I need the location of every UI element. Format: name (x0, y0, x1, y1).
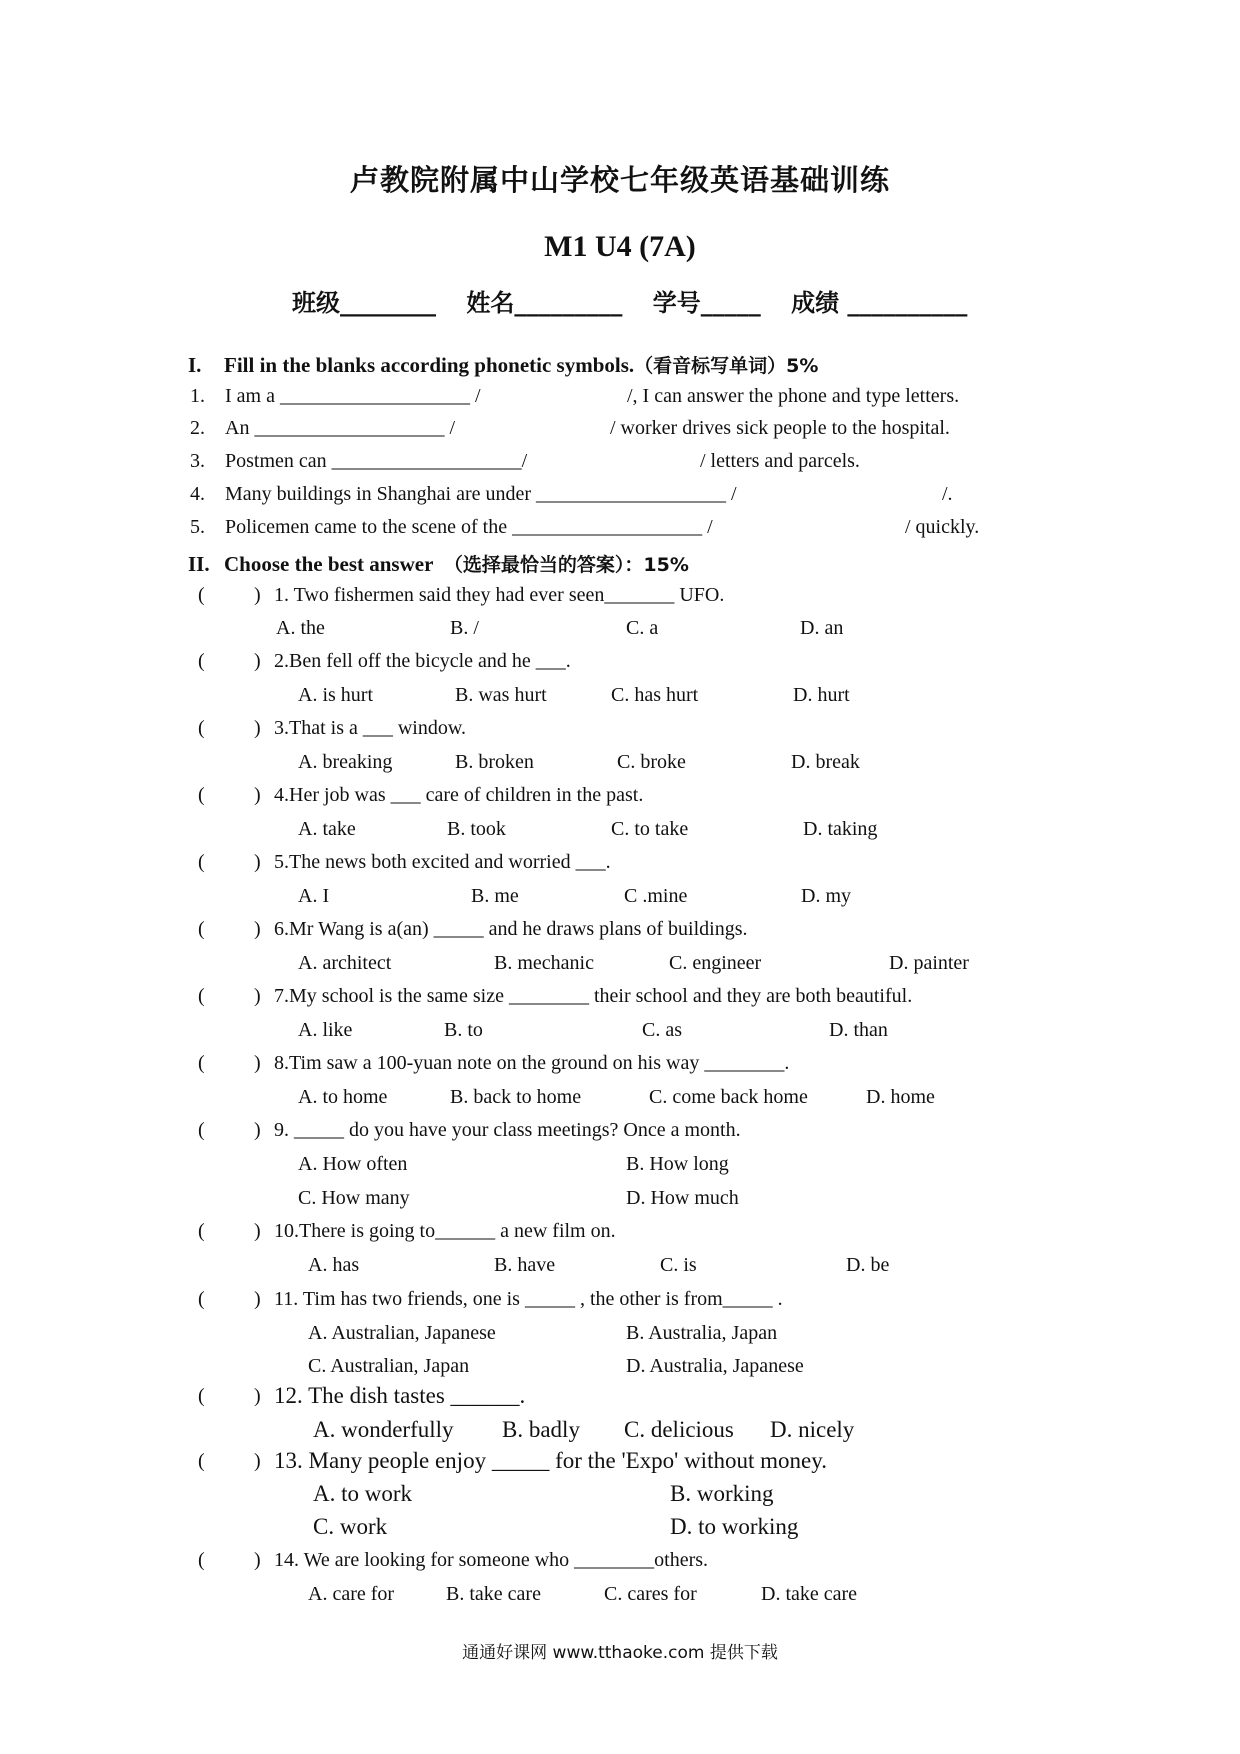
answer-paren-open: ( (198, 717, 205, 739)
option-b: B. How long (626, 1153, 729, 1175)
question-text: 2.Ben fell off the bicycle and he ___. (274, 650, 571, 672)
option-a: A. take (298, 818, 356, 840)
option-a: A. care for (308, 1583, 395, 1605)
section-1-title: Fill in the blanks according phonetic symbols. (224, 353, 635, 377)
answer-paren-open: ( (198, 1288, 205, 1310)
option-b: B. working (670, 1481, 774, 1506)
option-b: B. broken (455, 751, 534, 773)
answer-paren-close: ) (254, 1220, 261, 1242)
answer-paren-open: ( (198, 650, 205, 672)
page-subtitle: M1 U4 (7A) (544, 230, 696, 263)
answer-paren-close: ) (254, 1385, 261, 1407)
option-c: C. Australian, Japan (308, 1355, 470, 1377)
fill-item-number: 1. (190, 385, 205, 407)
option-b: B. to (444, 1019, 483, 1041)
question-text: 14. We are looking for someone who ________others. (274, 1549, 709, 1571)
option-c: C. a (626, 617, 659, 639)
fill-item-number: 4. (190, 483, 205, 505)
option-c: C. broke (617, 751, 686, 773)
answer-paren-close: ) (254, 1549, 261, 1571)
score-field: 成绩 __________ (791, 289, 968, 317)
option-d: D. to working (670, 1514, 799, 1539)
section-1-title-cn: （看音标写单词）5% (634, 355, 819, 377)
option-b: B. back to home (450, 1086, 582, 1108)
section-2-title: Choose the best answer (224, 552, 434, 576)
student-info-row (292, 283, 989, 318)
answer-paren-open: ( (198, 1549, 205, 1571)
option-b: B. badly (502, 1417, 580, 1442)
fill-item-text: Policemen came to the scene of the ___________________ / (225, 516, 713, 538)
option-a: A. How often (298, 1153, 408, 1175)
fill-item-number: 3. (190, 450, 205, 472)
option-c: C. is (660, 1254, 697, 1276)
option-d: D. my (801, 885, 851, 907)
option-c: C. come back home (649, 1086, 808, 1108)
question-text: 3.That is a ___ window. (274, 717, 467, 739)
option-d: D. take care (761, 1583, 858, 1605)
answer-paren-close: ) (254, 851, 261, 873)
answer-paren-open: ( (198, 584, 205, 606)
class-field: 班级________ (292, 289, 436, 317)
option-d: D. home (866, 1086, 935, 1108)
student-number-field: 学号_____ (652, 289, 761, 317)
name-field: 姓名_________ (466, 289, 623, 317)
page-title: 卢教院附属中山学校七年级英语基础训练 (349, 163, 890, 197)
answer-paren-close: ) (254, 717, 261, 739)
question-text: 11. Tim has two friends, one is _____ , the other is from_____ . (274, 1288, 783, 1310)
option-d: D. Australia, Japanese (626, 1355, 804, 1377)
question-text: 12. The dish tastes ______. (274, 1383, 526, 1408)
fill-item-text-end: / worker drives sick people to the hospital. (610, 417, 950, 439)
question-text: 4.Her job was ___ care of children in the past. (274, 784, 644, 806)
fill-item-number: 2. (190, 417, 205, 439)
option-b: B. Australia, Japan (626, 1322, 778, 1344)
option-c: C. to take (611, 818, 689, 840)
answer-paren-open: ( (198, 1052, 205, 1074)
option-c: C. delicious (624, 1417, 734, 1442)
option-b: B. have (494, 1254, 556, 1276)
option-c: C. as (642, 1019, 682, 1041)
question-text: 5.The news both excited and worried ___. (274, 851, 611, 873)
answer-paren-close: ) (254, 584, 261, 606)
answer-paren-close: ) (254, 918, 261, 940)
option-a: A. has (308, 1254, 360, 1276)
answer-paren-close: ) (254, 1288, 261, 1310)
option-a: A. I (298, 885, 330, 907)
fill-item-number: 5. (190, 516, 205, 538)
answer-paren-close: ) (254, 1052, 261, 1074)
option-d: D. than (829, 1019, 888, 1041)
answer-paren-close: ) (254, 650, 261, 672)
answer-paren-open: ( (198, 985, 205, 1007)
option-d: D. an (800, 617, 844, 639)
answer-paren-open: ( (198, 784, 205, 806)
answer-paren-open: ( (198, 1450, 205, 1472)
option-c: C. engineer (669, 952, 762, 974)
option-a: A. to work (313, 1481, 413, 1506)
option-a: A. like (298, 1019, 353, 1041)
option-c: C. cares for (604, 1583, 697, 1605)
section-2-number: II. (188, 552, 210, 576)
question-text: 6.Mr Wang is a(an) _____ and he draws plans of buildings. (274, 918, 748, 940)
option-c: C. has hurt (611, 684, 699, 706)
option-a: A. breaking (298, 751, 393, 773)
section-1-heading (188, 351, 818, 378)
option-b: B. was hurt (455, 684, 547, 706)
option-c: C. work (313, 1514, 388, 1539)
answer-paren-open: ( (198, 918, 205, 940)
option-c: C. How many (298, 1187, 410, 1209)
option-a: A. to home (298, 1086, 388, 1108)
question-text: 7.My school is the same size ________ their school and they are both beautiful. (274, 985, 913, 1007)
answer-paren-open: ( (198, 1220, 205, 1242)
answer-paren-open: ( (198, 1119, 205, 1141)
option-b: B. / (450, 617, 479, 639)
answer-paren-close: ) (254, 985, 261, 1007)
fill-item-text: I am a ___________________ / (225, 385, 481, 407)
question-text: 1. Two fishermen said they had ever seen_______ UFO. (274, 584, 725, 606)
fill-item-text: Postmen can ___________________/ (225, 450, 528, 472)
question-text: 9. _____ do you have your class meetings? Once a month. (274, 1119, 741, 1141)
option-b: B. me (471, 885, 519, 907)
option-a: A. the (276, 617, 325, 639)
option-d: D. be (846, 1254, 890, 1276)
fill-item-text-end: /, I can answer the phone and type letters. (627, 385, 960, 407)
option-d: D. painter (889, 952, 969, 974)
fill-item-text: An ___________________ / (225, 417, 455, 439)
option-c: C .mine (624, 885, 688, 907)
option-d: D. taking (803, 818, 878, 840)
section-1-number: I. (188, 353, 202, 377)
answer-paren-close: ) (254, 784, 261, 806)
section-2-title-cn: （选择最恰当的答案）：15% (443, 554, 689, 576)
fill-item-text-end: / letters and parcels. (700, 450, 860, 472)
answer-paren-open: ( (198, 851, 205, 873)
option-a: A. architect (298, 952, 392, 974)
fill-item-text-end: / quickly. (905, 516, 980, 538)
option-b: B. took (447, 818, 506, 840)
fill-item-text-end: /. (942, 483, 953, 505)
answer-paren-open: ( (198, 1385, 205, 1407)
option-d: D. How much (626, 1187, 739, 1209)
question-text: 8.Tim saw a 100-yuan note on the ground on his way ________. (274, 1052, 790, 1074)
option-d: D. nicely (770, 1417, 855, 1442)
option-a: A. Australian, Japanese (308, 1322, 496, 1344)
section-2-heading (188, 550, 689, 577)
option-a: A. wonderfully (313, 1417, 454, 1442)
option-b: B. take care (446, 1583, 541, 1605)
option-d: D. break (791, 751, 860, 773)
option-a: A. is hurt (298, 684, 373, 706)
option-d: D. hurt (793, 684, 850, 706)
footer-credit: 通通好课网 www.tthaoke.com 提供下载 (462, 1643, 778, 1663)
question-text: 10.There is going to______ a new film on. (274, 1220, 616, 1242)
option-b: B. mechanic (494, 952, 594, 974)
answer-paren-close: ) (254, 1450, 261, 1472)
answer-paren-close: ) (254, 1119, 261, 1141)
question-text: 13. Many people enjoy _____ for the 'Expo' without money. (274, 1448, 827, 1473)
fill-item-text: Many buildings in Shanghai are under ___________________ / (225, 483, 737, 505)
